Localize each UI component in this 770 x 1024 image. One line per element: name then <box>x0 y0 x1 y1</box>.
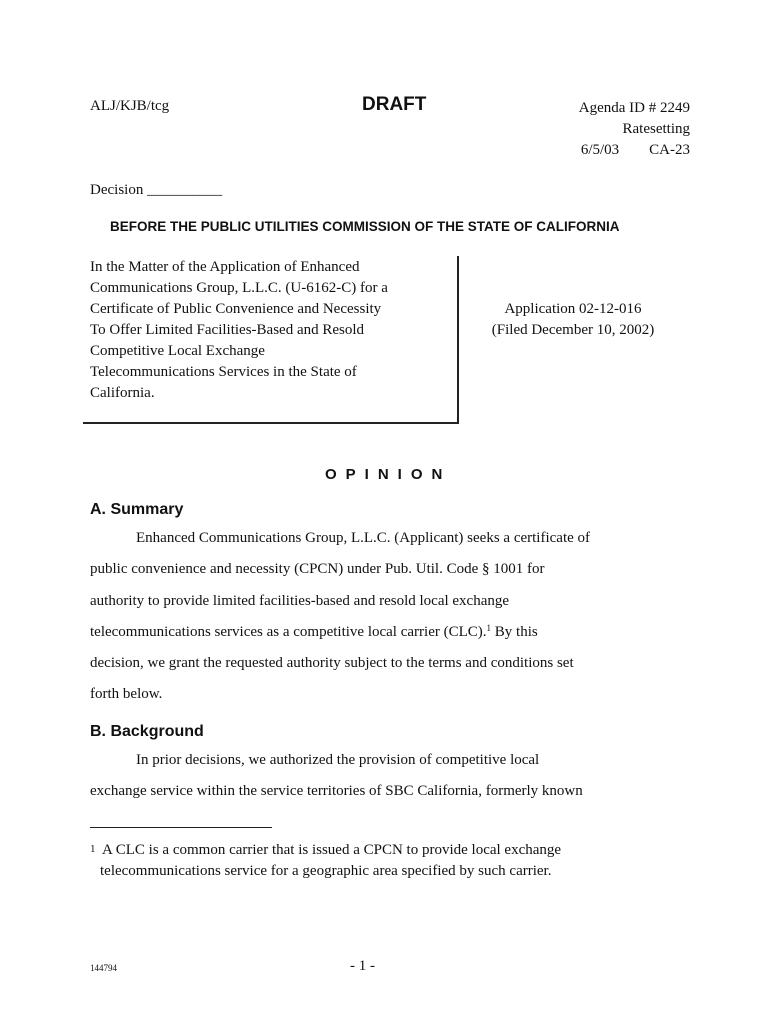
caption-line: Competitive Local Exchange <box>90 343 265 359</box>
footnote-reference[interactable]: 1 <box>486 622 492 633</box>
proceeding-type: Ratesetting <box>622 121 690 137</box>
date-row <box>579 140 690 161</box>
application-block <box>478 299 668 341</box>
caption-line: California. <box>90 385 155 401</box>
paragraph-line-tail: By this <box>491 623 538 640</box>
opinion-heading: OPINION <box>325 466 452 483</box>
caption-line: Telecommunications Services in the State of <box>90 364 357 380</box>
paragraph-line: decision, we grant the requested authority subject to the terms and conditions set <box>90 655 574 672</box>
summary-paragraph <box>90 523 590 711</box>
case-caption <box>90 257 450 404</box>
caption-border-bottom <box>83 422 459 424</box>
caption-line: Communications Group, L.L.C. (U-6162-C) for a <box>90 280 388 296</box>
agenda-date: 6/5/03 <box>580 142 620 158</box>
document-number: 144794 <box>90 963 117 973</box>
decision-number: Decision __________ <box>90 182 223 198</box>
agenda-code: CA-23 <box>649 142 690 158</box>
application-number: Application 02-12-016 <box>504 301 642 317</box>
draft-label: DRAFT <box>362 94 427 115</box>
caption-border-right <box>457 256 459 424</box>
footnote-text: A CLC is a common carrier that is issued a CPCN to provide local exchange <box>102 842 562 858</box>
paragraph-line <box>90 617 590 648</box>
page-number: - 1 - <box>350 958 375 974</box>
paragraph-line-text: telecommunications services as a competitive local carrier (CLC). <box>90 623 487 640</box>
agenda-block <box>579 98 690 161</box>
footnote-line: telecommunications service for a geographic area specified by such carrier. <box>100 863 552 879</box>
caption-line: To Offer Limited Facilities-Based and Resold <box>90 322 365 338</box>
footnote-mark: 1 <box>90 843 96 855</box>
background-paragraph <box>90 745 583 808</box>
footnote <box>90 839 561 882</box>
background-heading: B. Background <box>90 723 204 740</box>
filed-date: (Filed December 10, 2002) <box>491 322 655 338</box>
paragraph-line: forth below. <box>90 686 163 703</box>
paragraph-line: exchange service within the service territories of SBC California, formerly known <box>90 783 583 800</box>
summary-heading: A. Summary <box>90 501 184 518</box>
commission-title: BEFORE THE PUBLIC UTILITIES COMMISSION OF THE STATE OF CALIFORNIA <box>110 219 620 234</box>
paragraph-line: public convenience and necessity (CPCN) under Pub. Util. Code § 1001 for <box>90 561 545 578</box>
footnote-separator <box>90 827 272 828</box>
author-initials: ALJ/KJB/tcg <box>90 98 170 114</box>
footnote-line <box>90 839 561 861</box>
agenda-id: Agenda ID # 2249 <box>578 100 690 116</box>
caption-line: In the Matter of the Application of Enhanced <box>90 259 360 275</box>
paragraph-line: In prior decisions, we authorized the provision of competitive local <box>136 752 540 768</box>
paragraph-line: Enhanced Communications Group, L.L.C. (Applicant) seeks a certificate of <box>136 530 591 546</box>
caption-line: Certificate of Public Convenience and Necessity <box>90 301 382 317</box>
paragraph-line: authority to provide limited facilities-based and resold local exchange <box>90 592 510 609</box>
